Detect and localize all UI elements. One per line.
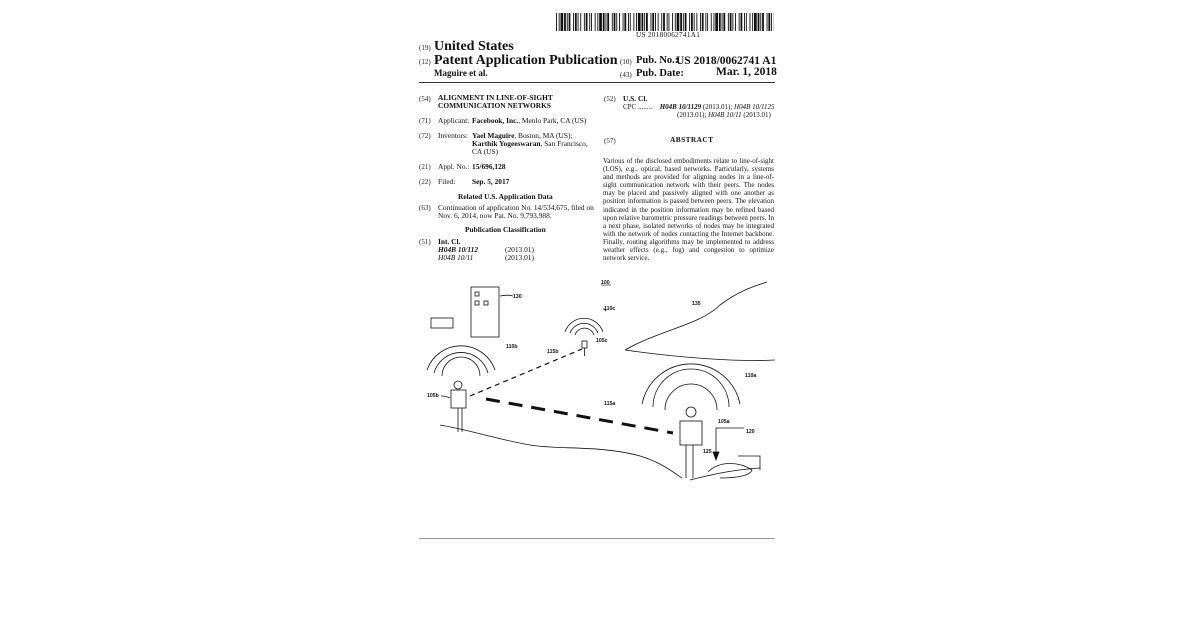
inid-code-54: (54) [419, 95, 431, 103]
label-110b: 110b [506, 344, 518, 350]
barcode-bar [691, 13, 693, 31]
barcode-bar [628, 13, 629, 31]
barcode-bar [651, 13, 652, 31]
barcode-bar [652, 13, 654, 31]
building-window [475, 292, 479, 296]
barcode-bar [567, 13, 568, 31]
barcode-bar [597, 13, 598, 31]
inid-code-52: (52) [604, 95, 616, 103]
inid-code-51: (51) [419, 238, 431, 246]
barcode-bar [675, 13, 676, 31]
related-data-heading: Related U.S. Application Data [458, 192, 553, 201]
barcode-bar [655, 13, 656, 31]
barcode-bar [741, 13, 743, 31]
barcode-number: US 20180062741A1 [636, 31, 701, 39]
cpc-class-2: H04B 10/1125 [734, 103, 775, 111]
invention-title-line1: ALIGNMENT IN LINE-OF-SIGHT [438, 93, 553, 102]
barcode-bar [739, 13, 740, 31]
pub-date-value: Mar. 1, 2018 [716, 66, 777, 78]
label-135: 135 [692, 301, 701, 307]
arrow-head-120 [713, 452, 719, 460]
label-130: 130 [513, 294, 522, 300]
building-window [484, 301, 488, 305]
node-105b [451, 390, 466, 408]
barcode-bar [694, 13, 695, 31]
barcode-bar [573, 13, 574, 31]
int-cl-row-2-class: H04B 10/11 [438, 253, 474, 262]
barcode-bar [750, 13, 751, 31]
barcode-bar [746, 13, 747, 31]
cpc-class-1-version: (2013.01); [701, 103, 735, 111]
leader-130 [500, 295, 513, 296]
sensor-125 [708, 464, 752, 479]
barcode-bar [719, 13, 721, 31]
barcode-bar [744, 13, 745, 31]
cpc-class-1: H04B 10/1129 [659, 103, 702, 111]
barcode-bar [715, 13, 718, 31]
pub-no-label: Pub. No.: [636, 55, 679, 66]
barcode-bar [584, 13, 585, 31]
inid-code-10: (10) [620, 58, 632, 66]
int-cl-row-2-version: (2013.01) [505, 253, 534, 262]
barcode-bar [735, 13, 736, 31]
cpc-label: CPC [623, 103, 637, 111]
label-115a: 115a [604, 401, 616, 407]
barcode-bar [599, 13, 602, 31]
barcode-bar [732, 13, 733, 31]
label-105a: 105a [718, 419, 730, 425]
label-125: 125 [703, 449, 712, 455]
barcode-bar [614, 13, 616, 31]
pub-no-value: US 2018/0062741 A1 [676, 55, 777, 67]
barcode-bar [669, 13, 670, 31]
barcode-bar [762, 13, 764, 31]
node-105c [582, 341, 587, 348]
inid-code-71: (71) [419, 117, 431, 125]
barcode-bar [700, 13, 701, 31]
inid-code-12: (12) [419, 58, 431, 66]
header-rule [419, 82, 775, 83]
barcode-bar [696, 13, 697, 31]
label-115b: 115b [547, 349, 559, 355]
barcode-bar [564, 13, 566, 31]
signal-arc-110c [565, 318, 603, 332]
barcode [556, 13, 774, 31]
inid-code-43: (43) [620, 71, 632, 79]
barcode-bar [663, 13, 665, 31]
barcode-bar [722, 13, 723, 31]
cpc-class-2-version: (2013.01); [677, 111, 709, 119]
barcode-bar [767, 13, 768, 31]
signal-arc-110b [427, 346, 495, 370]
continuation-line2: Nov. 6, 2014, now Pat. No. 9,793,988. [438, 211, 552, 220]
barcode-bar [646, 13, 648, 31]
inventor-short: Maguire et al. [434, 68, 488, 78]
barcode-bar [667, 13, 668, 31]
abstract-heading: ABSTRACT [670, 135, 714, 144]
node-105a [680, 421, 702, 445]
barcode-bar [677, 13, 680, 31]
barcode-bar [607, 13, 609, 31]
applicant [472, 117, 586, 126]
inventor-2-name: Karthik Yogeeswaran [472, 139, 541, 148]
barcode-bar [658, 13, 659, 31]
pub-date-label: Pub. Date: [636, 68, 684, 79]
int-cl-row-1-class: H04B 10/112 [438, 245, 479, 254]
barcode-bar [636, 13, 637, 31]
inventor-2-location-cont: CA (US) [472, 147, 499, 156]
leader-105b [441, 396, 450, 398]
barcode-bar [644, 13, 645, 31]
barcode-bar [580, 13, 581, 31]
barcode-bar [685, 13, 687, 31]
barcode-bar [760, 13, 761, 31]
antenna-105b [454, 381, 462, 389]
building-base [431, 318, 453, 328]
abstract-text: Various of the disclosed embodiments relate to line-of-sight (LOS), e.g., optical, based networks. Particularly, systems and methods are provided for aligning nodes in a line-of-sight communication network with their peers. The nodes may be placed and passively aligned with one another as position information is passed between peers. The elevation indicated in the position information may be refined based upon relative barometric pressure readings between peers. In a next phase, isolated networks of nodes may be integrated with the network of nodes contacting the Internet backbone. Finally, routing algorithms may be implemented to address weather effects (e.g., fog) and congestion to optimize network service. [603, 157, 774, 263]
applicant-name: Facebook, Inc. [472, 116, 519, 125]
hill-base-135 [625, 350, 775, 361]
barcode-bar [683, 13, 684, 31]
patent-figure [415, 275, 785, 490]
barcode-bar [702, 13, 704, 31]
cpc-class-3: H04B 10/11 [708, 111, 742, 119]
barcode-bar [714, 13, 715, 31]
barcode-bar [680, 13, 682, 31]
barcode-bar [672, 13, 673, 31]
barcode-bar [705, 13, 706, 31]
barcode-bar [556, 13, 557, 31]
barcode-bar [619, 13, 620, 31]
inid-code-21: (21) [419, 163, 431, 171]
barcode-bar [771, 13, 772, 31]
label-110c: 110c [604, 306, 616, 312]
barcode-bar [586, 13, 588, 31]
barcode-bar [752, 13, 753, 31]
pub-class-heading: Publication Classification [465, 225, 546, 234]
inid-code-22: (22) [419, 178, 431, 186]
document-type: Patent Application Publication [434, 53, 618, 68]
barcode-bar [707, 13, 708, 31]
cpc-line-2 [677, 111, 771, 119]
barcode-bar [561, 13, 564, 31]
barcode-bar [623, 13, 624, 31]
hill-line-135 [625, 282, 767, 350]
int-cl-row-1-version: (2013.01) [505, 245, 534, 254]
applicant-location: , Menlo Park, CA (US) [518, 116, 587, 125]
barcode-bar [606, 13, 607, 31]
footer-rule [419, 538, 775, 539]
inid-code-63: (63) [419, 204, 431, 212]
barcode-bar [595, 13, 596, 31]
barcode-bar [575, 13, 577, 31]
barcode-bar [569, 13, 571, 31]
applicant-label: Applicant: [438, 116, 470, 125]
inventor-1-location: , Boston, MA (US); [514, 131, 573, 140]
invention-title-line2: COMMUNICATION NETWORKS [438, 101, 551, 110]
barcode-bar [642, 13, 644, 31]
inid-code-19: (19) [419, 44, 431, 52]
label-105b: 105b [427, 393, 439, 399]
appl-no-value: 15/696,128 [472, 162, 506, 171]
filed-value: Sep. 5, 2017 [472, 177, 510, 186]
barcode-bar [578, 13, 579, 31]
barcode-bar [624, 13, 626, 31]
label-110a: 110a [745, 373, 757, 379]
barcode-bar [591, 13, 592, 31]
cpc-class-3-version: (2013.01) [741, 111, 771, 119]
barcode-bar [661, 13, 662, 31]
antenna-105a [686, 407, 696, 417]
ground-line-left [440, 425, 682, 478]
inventor-1-name: Yael Maguire [472, 131, 515, 140]
link-115a [486, 399, 673, 433]
barcode-bar [723, 13, 725, 31]
barcode-bar [559, 13, 560, 31]
barcode-bar [638, 13, 641, 31]
label-120: 120 [746, 429, 755, 435]
continuation-line1: Continuation of application No. 14/534,675, filed on [438, 203, 594, 212]
barcode-bar [711, 13, 712, 31]
barcode-bar [728, 13, 729, 31]
barcode-bar [768, 13, 770, 31]
inventors-label: Inventors: [438, 131, 468, 140]
barcode-bar [589, 13, 590, 31]
inid-code-72: (72) [419, 132, 431, 140]
barcode-bar [612, 13, 613, 31]
barcode-bar [758, 13, 760, 31]
inventor-2-location: , San Francisco, [540, 139, 588, 148]
int-cl-label: Int. Cl. [438, 237, 461, 246]
building-window [475, 301, 479, 305]
label-105c: 105c [596, 338, 608, 344]
barcode-bar [730, 13, 732, 31]
barcode-bar [603, 13, 605, 31]
barcode-bar [689, 13, 690, 31]
barcode-bar [633, 13, 634, 31]
barcode-bar [616, 13, 617, 31]
us-cl-label: U.S. Cl. [623, 94, 648, 103]
inid-code-57: (57) [604, 137, 616, 145]
filed-label: Filed: [438, 177, 456, 186]
figure-label-100: 100 [601, 280, 610, 286]
appl-no-label: Appl. No.: [438, 162, 470, 171]
country: United States [434, 39, 514, 54]
link-115b [470, 349, 582, 396]
cpc-dots: ........ [637, 103, 652, 111]
barcode-bar [754, 13, 757, 31]
barcode-bar [630, 13, 631, 31]
